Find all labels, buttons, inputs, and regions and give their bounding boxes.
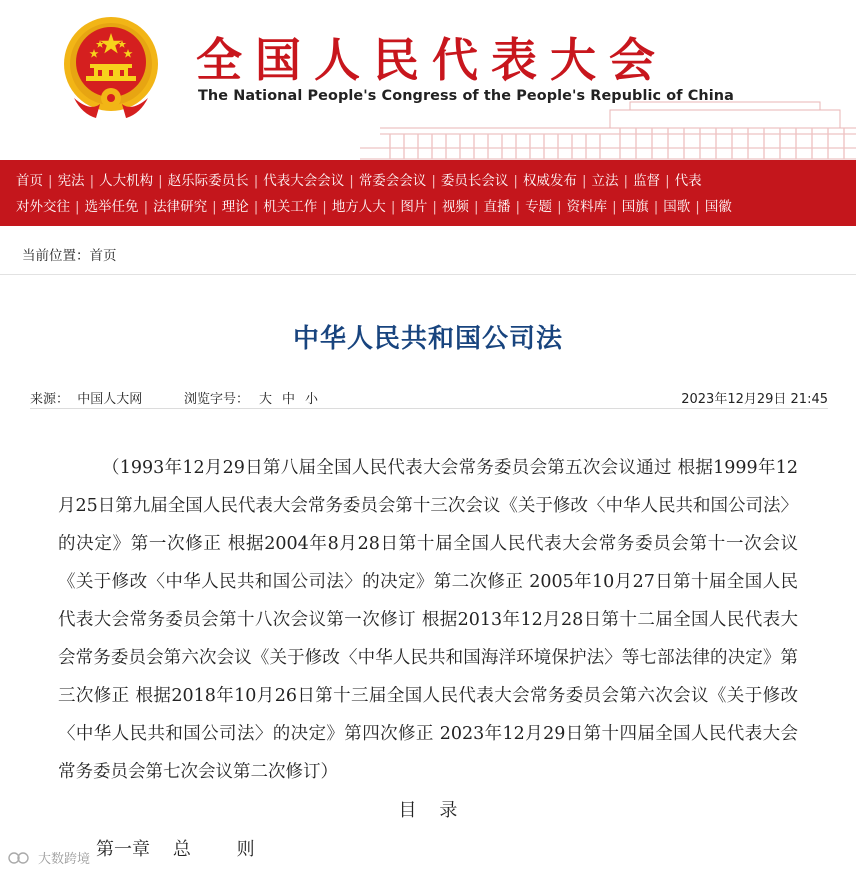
nav-link[interactable]: 代表 xyxy=(674,173,702,189)
nav-item[interactable] xyxy=(249,171,345,191)
nav-separator: | xyxy=(432,199,437,215)
nav-item[interactable] xyxy=(43,171,85,191)
nav-item[interactable] xyxy=(139,197,208,217)
nav-row-2 xyxy=(16,197,732,217)
main-navigation xyxy=(0,160,856,226)
nav-link[interactable]: 权威发布 xyxy=(522,173,577,189)
toc-heading: 目 录 xyxy=(398,800,458,821)
nav-separator: | xyxy=(695,199,700,215)
nav-item[interactable] xyxy=(249,197,318,217)
nav-separator: | xyxy=(390,199,396,215)
article-source xyxy=(30,388,142,407)
nav-separator: | xyxy=(515,199,521,215)
nav-separator: | xyxy=(581,173,587,189)
article-preamble: （1993年12月29日第八届全国人民代表大会常务委员会第五次会议通过 根据1999年12月25日第九届全国人民代表大会常务委员会第十三次会议《关于修改〈中华人民共和国公司法〉的决定》第一次修正 根据2004年8月28日第十届全国人民代表大会常务委员会第十一次会议《关于修改〈中华人民共和国公司法〉的决定》第二次修正 2005年10月27日第十届全国人民代表大会常务委员会第十八次会议第一次修订 根据2013年12月28日第十二届全国人民代表大会常务委员会第六次会议《关于修改〈中华人民共和国海洋环境保护法〉等七部法律的决定》第三次修正 根据2018年10月26日第十三届全国人民代表大会常务委员会第六次会议《关于修改〈中华人民共和国公司法〉的决定》第四次修正 2023年12月29日第十四届全国人民代表大会常务委员会第七次会议第二次修订） xyxy=(58,458,798,782)
nav-separator: | xyxy=(349,173,354,189)
nav-row-1 xyxy=(16,171,702,191)
nav-item[interactable] xyxy=(690,197,732,217)
nav-separator: | xyxy=(513,173,518,189)
breadcrumb-label: 当前位置： xyxy=(22,248,90,264)
nav-separator: | xyxy=(143,199,149,215)
nav-item[interactable] xyxy=(511,197,553,217)
nav-link[interactable]: 地方人大 xyxy=(331,199,386,215)
nav-item[interactable] xyxy=(70,197,139,217)
nav-item[interactable] xyxy=(649,197,691,217)
article-title: 中华人民共和国公司法 xyxy=(292,324,563,354)
nav-link[interactable]: 代表大会会议 xyxy=(263,173,345,189)
nav-separator: | xyxy=(653,199,659,215)
nav-link[interactable]: 国旗 xyxy=(621,199,649,215)
nav-link[interactable]: 视频 xyxy=(441,199,469,215)
source-label: 来源： xyxy=(30,392,70,407)
nav-item[interactable] xyxy=(660,171,702,191)
nav-separator: | xyxy=(212,199,217,215)
nav-item[interactable] xyxy=(207,197,249,217)
national-emblem-icon[interactable] xyxy=(60,14,162,122)
watermark-logo-icon xyxy=(8,851,34,865)
nav-separator: | xyxy=(665,173,670,189)
nav-separator: | xyxy=(557,199,562,215)
divider xyxy=(0,274,856,275)
nav-separator: | xyxy=(158,173,163,189)
chapter-heading: 第一章 总 则 xyxy=(96,839,255,860)
nav-link[interactable]: 专题 xyxy=(525,199,553,215)
nav-separator: | xyxy=(431,173,436,189)
nav-separator: | xyxy=(89,173,95,189)
nav-link[interactable]: 宪法 xyxy=(57,173,85,189)
nav-link[interactable]: 立法 xyxy=(591,173,619,189)
nav-separator: | xyxy=(48,173,53,189)
nav-link[interactable]: 常委会会议 xyxy=(358,173,427,189)
publish-datetime: 2023年12月29日 21:45 xyxy=(681,392,828,407)
nav-link[interactable]: 首页 xyxy=(16,173,43,189)
nav-separator: | xyxy=(75,199,80,215)
site-header xyxy=(0,0,856,160)
nav-item[interactable] xyxy=(508,171,577,191)
nav-link[interactable]: 赵乐际委员长 xyxy=(167,173,249,189)
great-hall-illustration xyxy=(360,98,856,160)
nav-link[interactable]: 选举任免 xyxy=(84,199,139,215)
nav-link[interactable]: 机关工作 xyxy=(263,199,318,215)
nav-item[interactable] xyxy=(16,171,43,191)
nav-item[interactable] xyxy=(427,197,469,217)
nav-separator: | xyxy=(253,173,259,189)
site-title-en: The National People's Congress of the People's Republic of China xyxy=(198,88,734,104)
nav-link[interactable]: 委员长会议 xyxy=(440,173,509,189)
article-meta xyxy=(30,388,828,407)
nav-item[interactable] xyxy=(619,171,661,191)
divider xyxy=(30,408,828,409)
font-size-label: 浏览字号： xyxy=(184,392,250,407)
nav-item[interactable] xyxy=(552,197,607,217)
nav-item[interactable] xyxy=(85,171,154,191)
nav-item[interactable] xyxy=(16,197,70,217)
nav-link[interactable]: 直播 xyxy=(483,199,511,215)
nav-item[interactable] xyxy=(153,171,249,191)
nav-link[interactable]: 国徽 xyxy=(704,199,732,215)
nav-item[interactable] xyxy=(577,171,619,191)
breadcrumb-home-link[interactable]: 首页 xyxy=(89,248,117,264)
nav-item[interactable] xyxy=(386,197,428,217)
site-title-cn[interactable]: 全国人民代表大会 xyxy=(196,33,668,87)
nav-separator: | xyxy=(473,199,479,215)
nav-item[interactable] xyxy=(344,171,426,191)
nav-link[interactable]: 国歌 xyxy=(663,199,691,215)
nav-link[interactable]: 资料库 xyxy=(566,199,608,215)
watermark-text: 大数跨境 xyxy=(38,852,91,867)
nav-link[interactable]: 监督 xyxy=(633,173,661,189)
source-name: 中国人大网 xyxy=(77,392,143,407)
nav-item[interactable] xyxy=(469,197,511,217)
font-size-large-button[interactable]: 大 xyxy=(259,392,273,407)
nav-separator: | xyxy=(322,199,327,215)
nav-link[interactable]: 图片 xyxy=(400,199,428,215)
nav-separator: | xyxy=(612,199,617,215)
nav-separator: | xyxy=(623,173,629,189)
font-size-small-button[interactable]: 小 xyxy=(305,392,319,407)
nav-link[interactable]: 理论 xyxy=(221,199,249,215)
nav-link[interactable]: 法律研究 xyxy=(153,199,208,215)
nav-link[interactable]: 人大机构 xyxy=(99,173,154,189)
nav-item[interactable] xyxy=(317,197,386,217)
breadcrumb xyxy=(22,244,117,264)
watermark xyxy=(8,848,90,867)
nav-item[interactable] xyxy=(607,197,649,217)
nav-link[interactable]: 对外交往 xyxy=(16,199,70,215)
font-size-medium-button[interactable]: 中 xyxy=(282,392,296,407)
font-size-control xyxy=(184,388,318,407)
nav-item[interactable] xyxy=(426,171,508,191)
nav-separator: | xyxy=(253,199,259,215)
